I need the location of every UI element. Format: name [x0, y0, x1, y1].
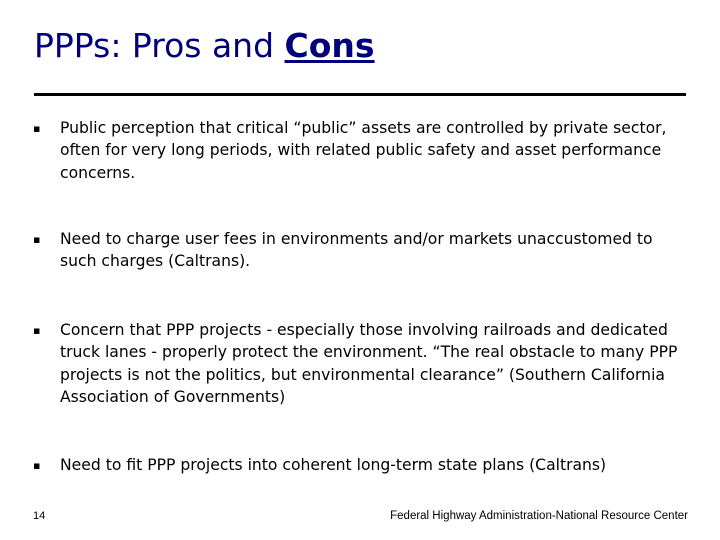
title-divider — [34, 93, 686, 96]
bullet-text: Need to fit PPP projects into coherent long-term state plans (Caltrans) — [60, 456, 607, 474]
slide-title-emphasis: Cons — [284, 26, 375, 65]
square-bullet-icon: ▪ — [33, 233, 41, 246]
square-bullet-icon: ▪ — [33, 122, 41, 135]
bullet-text: Need to charge user fees in environments and/or markets unaccustomed to such charges (Caltrans). — [60, 230, 653, 271]
square-bullet-icon: ▪ — [33, 459, 41, 472]
page-number: 14 — [33, 510, 46, 522]
slide-title — [34, 26, 375, 66]
square-bullet-icon: ▪ — [33, 324, 41, 337]
bullet-text: Concern that PPP projects - especially those involving railroads and dedicated truck lanes - properly protect the environment. “The real obstacle to many PPP projects is not the politics, but environmental clearance” (Southern California Association of Governments) — [60, 321, 678, 407]
slide-title-main: PPPs: Pros and — [34, 26, 285, 65]
bullet-text: Public perception that critical “public” assets are controlled by private sector, often for very long periods, with related public safety and asset performance concerns. — [60, 119, 667, 182]
footer-organization: Federal Highway Administration-National Resource Center — [390, 510, 688, 522]
